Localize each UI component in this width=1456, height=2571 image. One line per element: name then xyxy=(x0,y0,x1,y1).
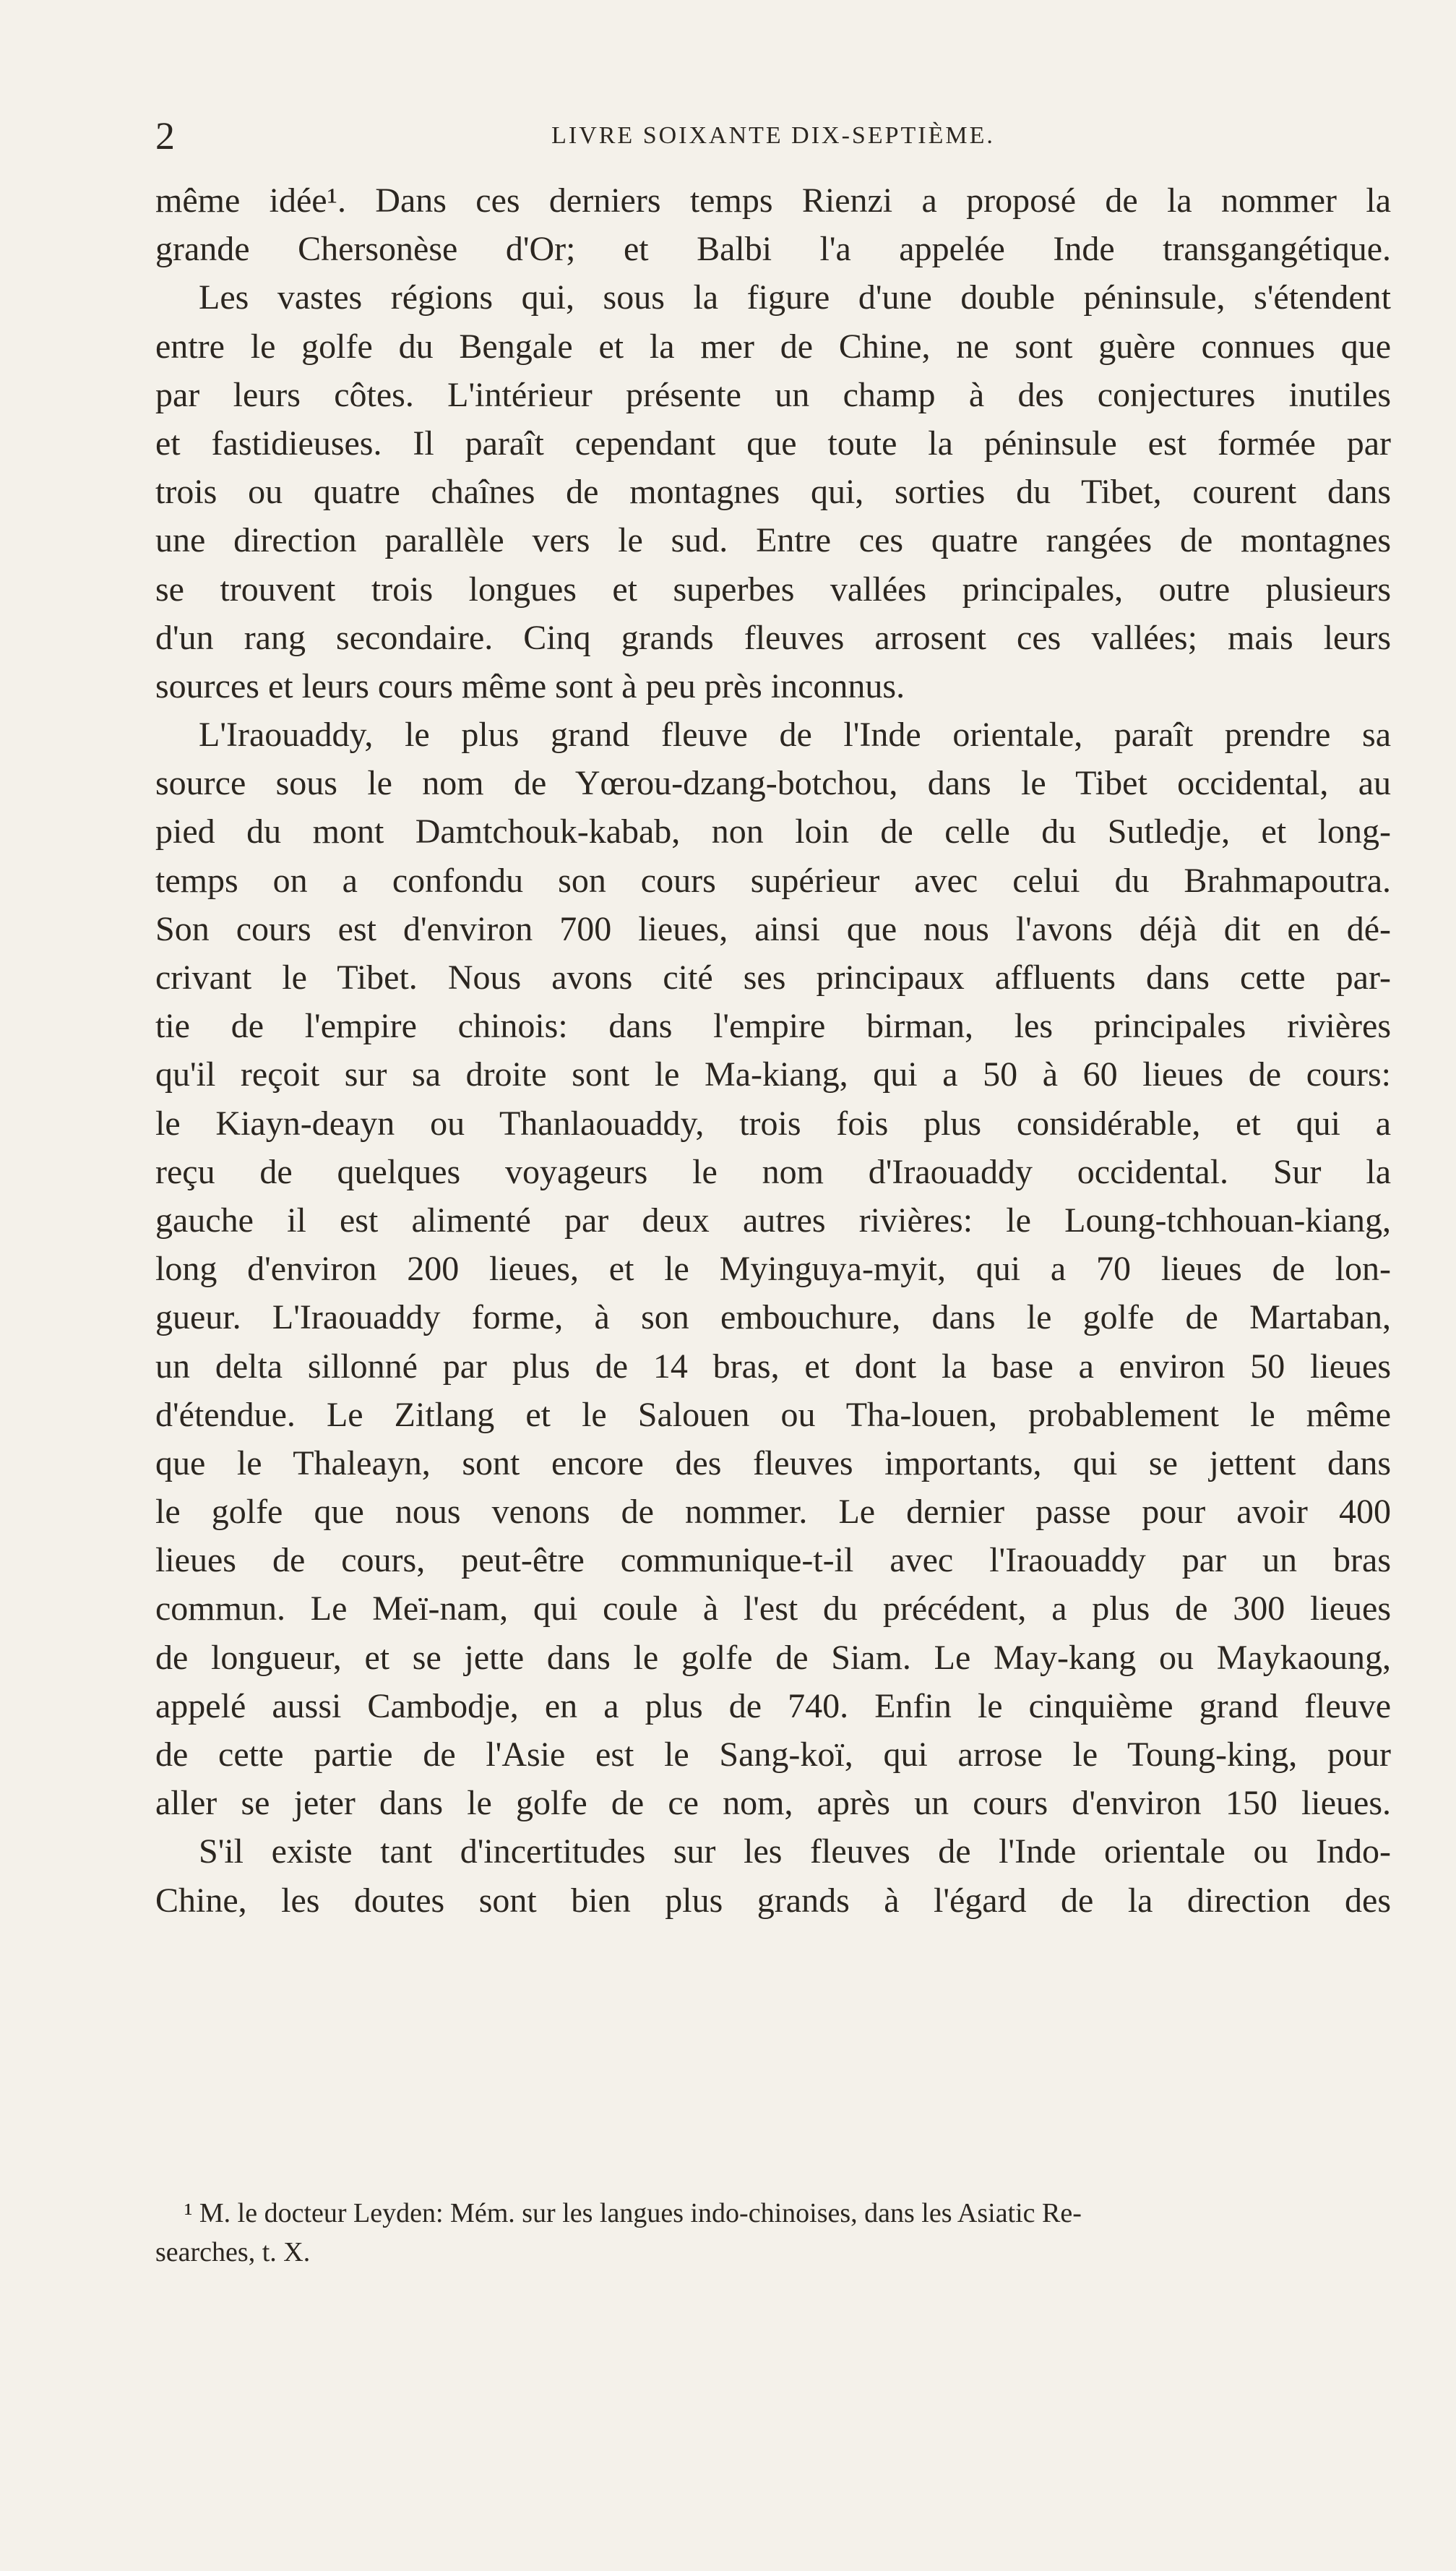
text-line: et fastidieuses. Il paraît cependant que toute la péninsule est formée par xyxy=(155,424,1391,463)
text-line: de cette partie de l'Asie est le Sang-koï, qui arrose le Toung-king, pour xyxy=(155,1735,1391,1774)
text-line: Les vastes régions qui, sous la figure d'une double péninsule, s'étendent xyxy=(199,278,1391,317)
text-line: entre le golfe du Bengale et la mer de Chine, ne sont guère connues que xyxy=(155,327,1391,366)
text-line: long d'environ 200 lieues, et le Myinguya-myit, qui a 70 lieues de lon- xyxy=(155,1250,1391,1289)
footnote-line: searches, t. X. xyxy=(155,2237,311,2267)
text-line: aller se jeter dans le golfe de ce nom, après un cours d'environ 150 lieues. xyxy=(155,1784,1391,1823)
text-line: tie de l'empire chinois: dans l'empire birman, les principales rivières xyxy=(155,1007,1391,1046)
text-line: crivant le Tibet. Nous avons cité ses principaux affluents dans cette par- xyxy=(155,958,1391,997)
text-line: trois ou quatre chaînes de montagnes qui, sorties du Tibet, courent dans xyxy=(155,473,1391,512)
page-header xyxy=(155,114,1391,158)
text-line: par leurs côtes. L'intérieur présente un champ à des conjectures inutiles xyxy=(155,375,1391,414)
text-line: le golfe que nous venons de nommer. Le dernier passe pour avoir 400 xyxy=(155,1493,1391,1532)
page-number: 2 xyxy=(155,114,175,158)
text-line: Chine, les doutes sont bien plus grands à l'égard de la direction des xyxy=(155,1881,1391,1920)
text-line: sources et leurs cours même sont à peu près inconnus. xyxy=(155,666,905,705)
text-line: gauche il est alimenté par deux autres rivières: le Loung-tchhouan-kiang, xyxy=(155,1201,1391,1240)
text-line: même idée¹. Dans ces derniers temps Rienzi a proposé de la nommer la xyxy=(155,181,1391,220)
text-line: source sous le nom de Yœrou-dzang-botchou, dans le Tibet occidental, au xyxy=(155,764,1391,803)
text-line: pied du mont Damtchouk-kabab, non loin de celle du Sutledje, et long- xyxy=(155,812,1391,851)
text-line: gueur. L'Iraouaddy forme, à son embouchure, dans le golfe de Martaban, xyxy=(155,1298,1391,1337)
text-line: que le Thaleayn, sont encore des fleuves importants, qui se jettent dans xyxy=(155,1443,1391,1482)
text-line: d'étendue. Le Zitlang et le Salouen ou Tha-louen, probablement le même xyxy=(155,1395,1391,1434)
text-line: qu'il reçoit sur sa droite sont le Ma-kiang, qui a 50 à 60 lieues de cours: xyxy=(155,1055,1391,1094)
text-line: appelé aussi Cambodje, en a plus de 740. Enfin le cinquième grand fleuve xyxy=(155,1686,1391,1725)
text-line: S'il existe tant d'incertitudes sur les fleuves de l'Inde orientale ou Indo- xyxy=(199,1832,1391,1871)
text-line: grande Chersonèse d'Or; et Balbi l'a appelée Inde transgangétique. xyxy=(155,230,1391,269)
text-line: le Kiayn-deayn ou Thanlaouaddy, trois fois plus considérable, et qui a xyxy=(155,1104,1391,1143)
running-head: LIVRE SOIXANTE DIX-SEPTIÈME. xyxy=(551,122,995,149)
text-line: lieues de cours, peut-être communique-t-il avec l'Iraouaddy par un bras xyxy=(155,1541,1391,1580)
text-line: une direction parallèle vers le sud. Entre ces quatre rangées de montagnes xyxy=(155,521,1391,560)
text-line: L'Iraouaddy, le plus grand fleuve de l'Inde orientale, paraît prendre sa xyxy=(199,716,1391,755)
text-line: temps on a confondu son cours supérieur avec celui du Brahmapoutra. xyxy=(155,861,1391,900)
text-line: de longueur, et se jette dans le golfe de Siam. Le May-kang ou Maykaoung, xyxy=(155,1638,1391,1677)
text-line: se trouvent trois longues et superbes vallées principales, outre plusieurs xyxy=(155,570,1391,609)
footnote-line: ¹ M. le docteur Leyden: Mém. sur les langues indo-chinoises, dans les Asiatic Re- xyxy=(184,2198,1082,2228)
text-line: commun. Le Meï-nam, qui coule à l'est du précédent, a plus de 300 lieues xyxy=(155,1589,1391,1628)
footnotes xyxy=(155,2194,1391,2272)
text-line: reçu de quelques voyageurs le nom d'Iraouaddy occidental. Sur la xyxy=(155,1152,1391,1191)
body-text xyxy=(155,176,1391,1925)
text-line: Son cours est d'environ 700 lieues, ainsi que nous l'avons déjà dit en dé- xyxy=(155,909,1391,948)
text-line: d'un rang secondaire. Cinq grands fleuves arrosent ces vallées; mais leurs xyxy=(155,618,1391,657)
text-line: un delta sillonné par plus de 14 bras, et dont la base a environ 50 lieues xyxy=(155,1347,1391,1386)
